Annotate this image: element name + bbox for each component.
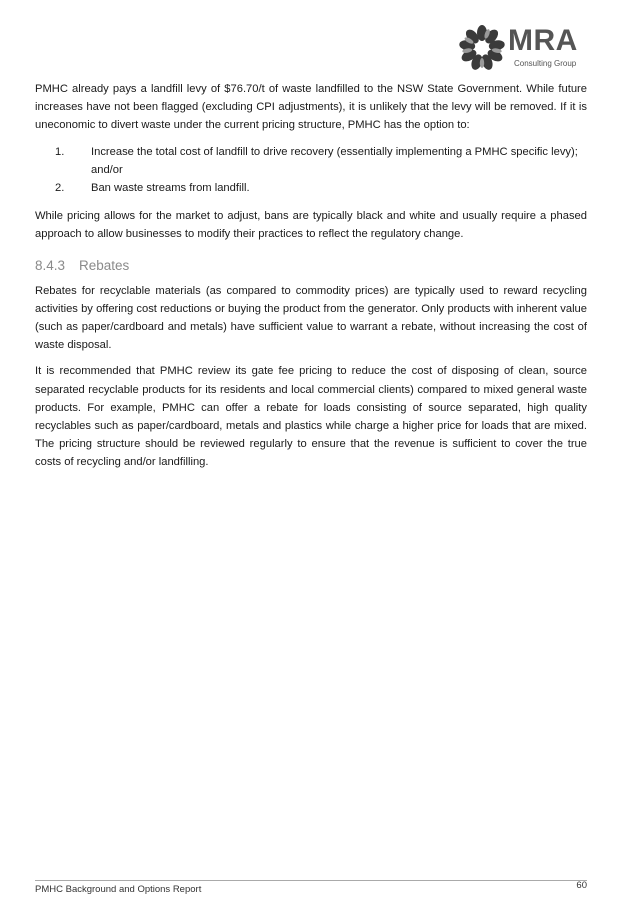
footer-title: PMHC Background and Options Report: [35, 884, 202, 895]
list-item: [35, 179, 587, 197]
page-footer: [35, 880, 587, 895]
section-heading: [35, 256, 587, 276]
logo-subtitle: Consulting Group: [514, 59, 577, 68]
list-item-number: 1.: [55, 145, 65, 158]
list-item: [35, 143, 587, 179]
list-item-text: Ban waste streams from landfill.: [91, 182, 250, 195]
list-item-text: Increase the total cost of landfill to drive recovery (essentially implementing a PMHC specific levy); and/or: [91, 145, 578, 176]
document-body: [35, 80, 587, 480]
mra-logo-mark-icon: [456, 22, 508, 74]
section-title: Rebates: [79, 257, 130, 273]
list-item-number: 2.: [55, 182, 65, 195]
paragraph-rebates: Rebates for recyclable materials (as compared to commodity prices) are typically used to reward recycling activities by offering cost reductions or buying the product from the generator. Only products with inherent value (such as paper/cardboard and metals) have sufficient value to warrant a rebate, without increasing the cost of waste disposal.: [35, 284, 587, 352]
options-list: [35, 143, 587, 198]
paragraph-recommendation: It is recommended that PMHC review its gate fee pricing to reduce the cost of disposing of clean, source separated recyclable products for its residents and local commercial clients) compared to mixed general waste products. For example, PMHC can offer a rebate for loads consisting of source separated, high quality recyclables such as paper/cardboard, metals and plastics while charge a higher price for loads that are mixed. The pricing structure should be reviewed regularly to ensure that the revenue is sufficient to cover the true costs of recycling and/or landfilling.: [35, 365, 587, 469]
paragraph-pricing-bans: While pricing allows for the market to adjust, bans are typically black and white and usually require a phased approach to allow businesses to modify their practices to reflect the regulatory change.: [35, 210, 587, 241]
paragraph-landfill-levy: PMHC already pays a landfill levy of $76.70/t of waste landfilled to the NSW State Government. While future increases have not been flagged (excluding CPI adjustments), it is unlikely that the levy will be removed. If it is uneconomic to divert waste under the current pricing structure, PMHC has the option to:: [35, 83, 587, 132]
section-number: 8.4.3: [35, 257, 66, 273]
mra-logo: [456, 22, 596, 74]
logo-wordmark: MRA: [508, 24, 578, 57]
page-number: 60: [576, 880, 587, 891]
